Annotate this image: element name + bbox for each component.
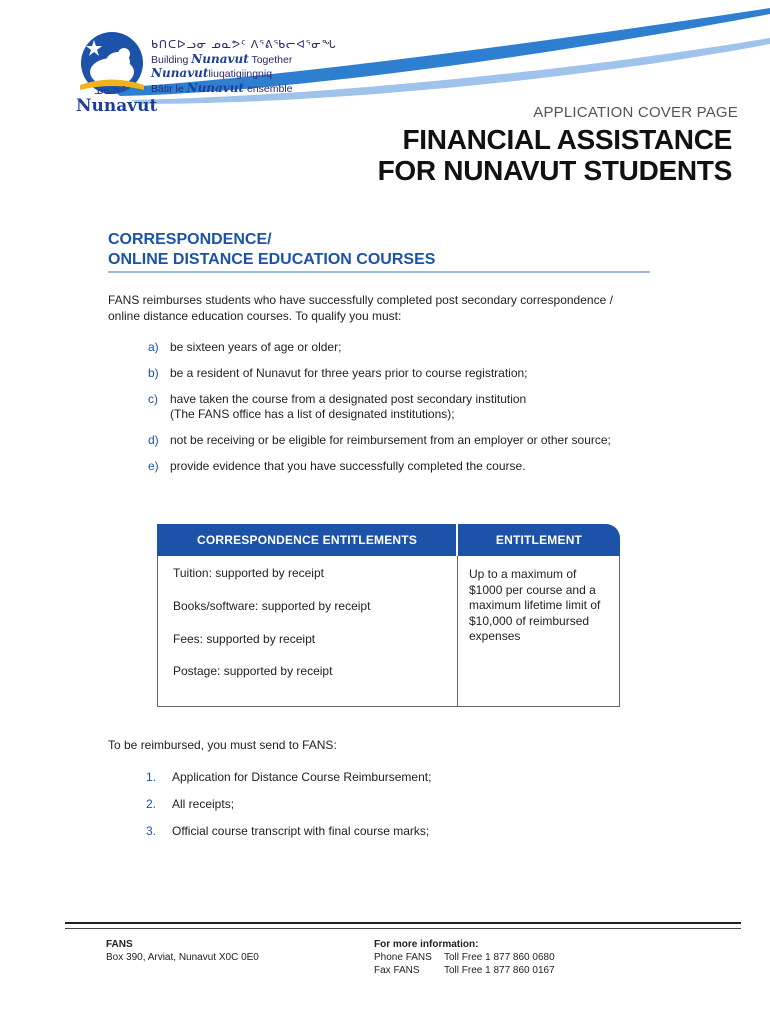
requirement-text: provide evidence that you have successfully completed the course. [170,459,526,473]
send-item-number: 3. [146,824,157,838]
logo-line-en [151,53,337,68]
intro-paragraph: FANS reimburses students who have successfully completed post secondary correspondence / online distance education courses. To qualify you must: [108,293,613,323]
requirement-text: be sixteen years of age or older; [170,340,342,354]
requirement-text: be a resident of Nunavut for three years prior to course registration; [170,366,528,380]
requirement-letter: b) [148,366,159,380]
footer-address: Box 390, Arviat, Nunavut X0C 0E0 [106,952,259,963]
page-title [378,124,732,186]
logo-fr-nunavut: Nunavut [186,80,245,95]
page-title-line2: FOR NUNAVUT STUDENTS [377,155,732,186]
logo-en-suffix: Together [251,53,293,66]
column-header-entitlements: CORRESPONDENCE ENTITLEMENTS [196,533,418,547]
footer-rule-thin [65,928,741,929]
send-item-text: All receipts; [172,797,235,811]
logo-iu-nunavut: Nunavut [151,66,209,80]
send-item-text: Official course transcript with final course marks; [172,824,430,838]
logo-syllabics: ᑲᑎᑕᐅᓗᓂ ᓄᓇᕗᑦ ᐱᕐᕕᖃᓕᐊᕐᓂᖓ [151,39,337,51]
entitlement-item: Books/software: supported by receipt [173,599,371,613]
send-item-number: 2. [146,797,157,811]
entitlement-item: Fees: supported by receipt [173,632,316,646]
send-item-text: Application for Distance Course Reimbursement; [172,770,432,784]
section-heading-line1: CORRESPONDENCE/ [108,231,272,248]
footer-address-block [106,938,259,964]
logo-wordmark-syllabics: ᓄᓇᕗᑦ [94,84,126,97]
logo-fr-prefix: Bâtir le [151,82,184,95]
requirement-letter: c) [148,392,158,406]
requirement-text: not be receiving or be eligible for reimbursement from an employer or other source; [170,433,611,447]
requirement-letter: d) [148,433,159,447]
footer-fax [374,964,555,977]
logo-wordmark [76,84,158,116]
entitlement-amount: Up to a maximum of $1000 per course and a maximum lifetime limit of $10,000 of reimbursed expenses [469,567,601,643]
send-intro: To be reimbursed, you must send to FANS: [108,738,337,752]
footer-phone-value: Toll Free 1 877 860 0680 [444,952,555,963]
requirement-letter: e) [148,459,159,473]
footer-phone-label: Phone FANS [374,952,432,963]
logo-iu-suffix: liuqatigiingniq [208,68,273,80]
footer-phone [374,951,555,964]
footer-more-info: For more information: [374,939,479,950]
entitlement-item: Tuition: supported by receipt [173,566,324,580]
logo-en-nunavut: Nunavut [191,51,249,66]
requirement-text-continued: (The FANS office has a list of designated institutions); [170,407,455,421]
entitlement-item: Postage: supported by receipt [173,664,333,678]
entitlements-table-header [157,524,620,556]
page-title-line1: FINANCIAL ASSISTANCE [402,124,732,155]
column-header-entitlement: ENTITLEMENT [495,533,583,547]
logo-en-prefix: Building [151,53,189,66]
logo-line-iu [151,67,337,82]
cover-page-label: APPLICATION COVER PAGE [533,104,738,121]
send-item-number: 1. [146,770,157,784]
logo-line-fr [151,82,337,97]
footer-fax-label: Fax FANS [374,965,420,976]
section-heading-line2: ONLINE DISTANCE EDUCATION COURSES [108,251,436,268]
requirement-letter: a) [148,340,159,354]
footer-fax-value: Toll Free 1 877 860 0167 [444,965,555,976]
logo-tagline [151,39,337,96]
footer-org: FANS [106,939,133,950]
requirement-text: have taken the course from a designated post secondary institution [170,392,527,406]
section-divider [108,271,650,273]
footer-contact-block [374,938,555,977]
logo-wordmark-text: Nunavut [76,96,158,116]
logo-fr-suffix: ensemble [246,82,293,95]
footer-rule [65,922,741,924]
table-column-divider [457,556,458,707]
section-heading [108,230,435,270]
